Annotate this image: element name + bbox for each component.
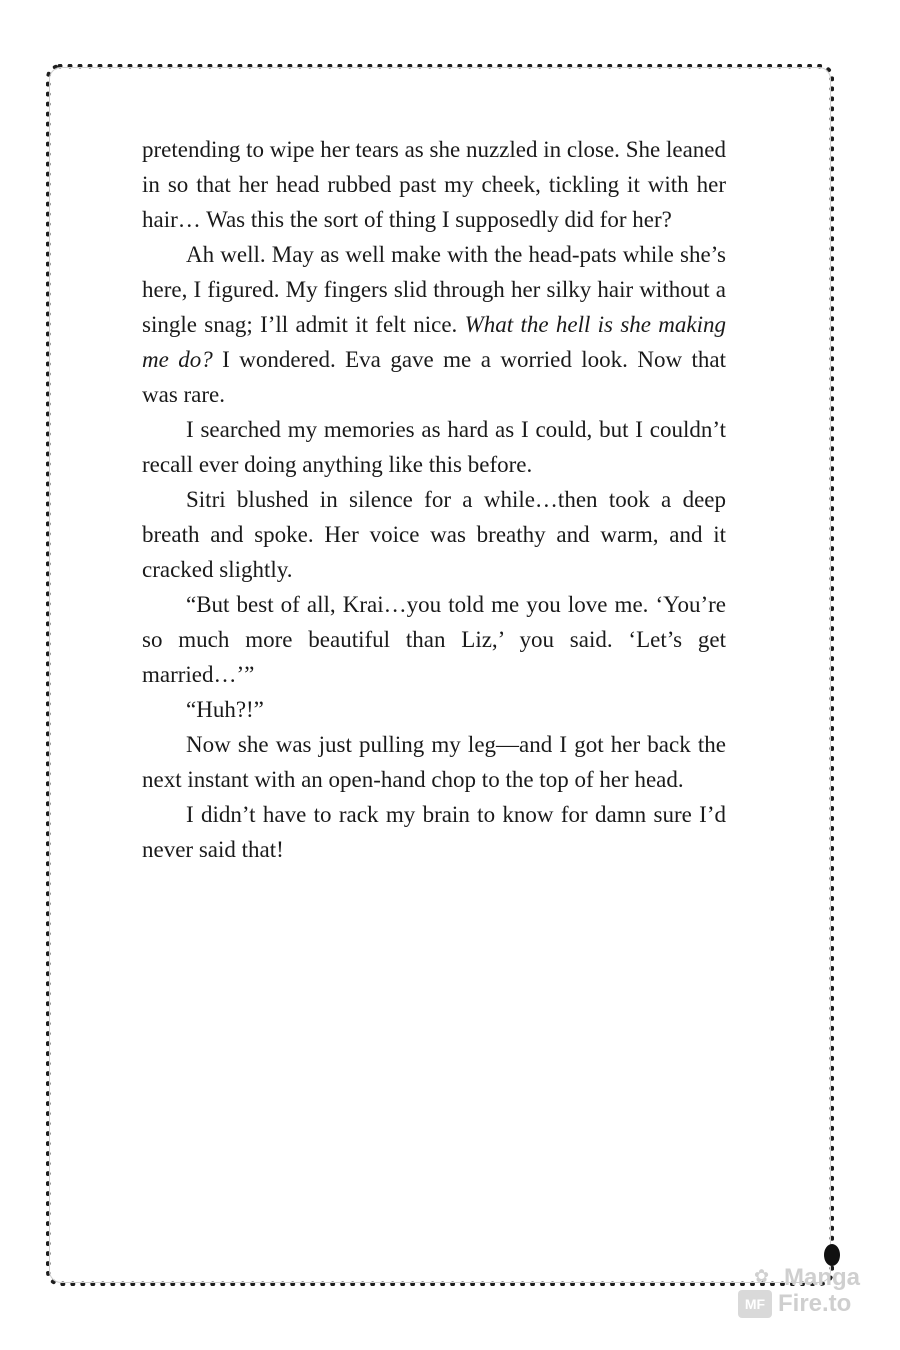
paragraph [142,132,726,237]
paragraph [142,797,726,867]
paragraph-text: Sitri blushed in silence for a while…then took a deep breath and spoke. Her voice was breathy and warm, and it cracked slightly. [142,487,726,582]
paragraph-text: I wondered. Eva gave me a worried look. Now that was rare. [142,347,726,407]
paragraph-text: “Huh?!” [186,697,264,722]
paragraph [142,727,726,797]
paragraph-text: I searched my memories as hard as I could, but I couldn’t recall ever doing anything like this before. [142,417,726,477]
page-text [142,132,726,867]
watermark-line-1: Manga [784,1264,861,1291]
paragraph-text: “But best of all, Krai…you told me you love me. ‘You’re so much more beautiful than Liz,’ you said. ‘Let’s get married…’” [142,592,726,687]
paragraph-text: Ah well. May as well make with the head-pats while she’s here, I figured. My fingers slid through her silky hair without a single snag; I’ll admit it felt nice. [142,242,726,337]
italic-text: What the hell is she making me do? [142,312,726,372]
flame-icon: ✿ [754,1266,770,1286]
watermark-line-2: Fire.to [778,1290,852,1317]
paragraph [142,237,726,412]
paragraph [142,412,726,482]
watermark-logo: MF [738,1290,772,1318]
paragraph-text: Now she was just pulling my leg—and I got her back the next instant with an open-hand chop to the top of her head. [142,732,726,792]
paragraph [142,482,726,587]
paragraph [142,692,726,727]
watermark [738,1262,878,1322]
paragraph-text: I didn’t have to rack my brain to know for damn sure I’d never said that! [142,802,726,862]
paragraph-text: pretending to wipe her tears as she nuzzled in close. She leaned in so that her head rubbed past my cheek, tickling it with her hair… Was this the sort of thing I supposedly did for her? [142,137,726,232]
paragraph [142,587,726,692]
